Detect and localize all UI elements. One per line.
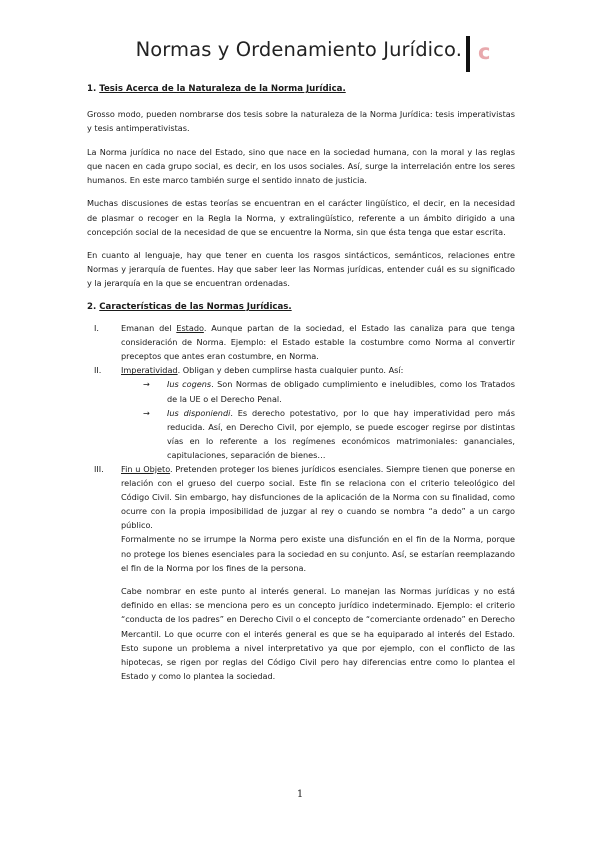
characteristics-list [87,321,515,683]
sub-list-term: Ius cogens [167,379,212,390]
list-item-paragraph: Formalmente no se irrumpe la Norma pero existe una disfunción en el fin de la Norma, porque no protege los bienes esenciales para la sociedad en su conjunto. Así, se estarían reemplazando el fin de la Norma por los fines de la persona. [121,534,515,573]
list-item-lead: Emanan del [121,323,172,334]
list-item-paragraph: Cabe nombrar en este punto al interés general. Lo manejan las Normas jurídicas y no está definido en ellas: se menciona pero es un concepto jurídico indeterminado. Ejemplo: el criterio “conducta de los padres” en Derecho Civil o el concepto de “comerciante ordenado” en Derecho Mercantil. Lo que ocurre con el interés general es que se ha equiparado al interés del Estado. Esto supone un problema a nivel interpretativo ya que por ejemplo, con el conflicto de las hipotecas, se rigen por reglas del Código Civil pero hay diferencias entre como lo plantea el Estado y como lo plantea la sociedad. [121,586,515,681]
header-logo-mark: c [478,40,491,64]
sub-list-text: . Son Normas de obligado cumplimiento e ineludibles, como los Tratados de la UE o el Derecho Penal. [167,379,515,404]
sub-list-term: Ius disponiendi [167,407,231,418]
list-item-text: . Obligan y deben cumplirse hasta cualquier punto. Así: [177,365,404,376]
document-body [87,82,515,692]
section-1-heading [87,82,515,96]
sub-list-text: . Es derecho potestativo, por lo que hay imperatividad pero más reducida. Así, en Derecho Civil, por ejemplo, se puede escoger regirse por distintas vías en lo referente a los regímenes económicos matrimoniales: gananciales, capitulaciones, separación de bienes… [167,407,515,460]
list-item-term: Fin u Objeto [121,463,171,474]
section-1-number: 1. [87,84,97,94]
page-header [0,36,600,76]
section-2-heading [87,300,515,314]
list-item-term: Estado [176,323,204,334]
sub-list-item [121,406,515,462]
arrow-icon: → [143,407,150,418]
section-1-title: Tesis Acerca de la Naturaleza de la Norma Jurídica. [99,84,346,94]
section-2-title: Características de las Normas Jurídicas. [99,302,292,313]
document-title: Normas y Ordenamiento Jurídico. [135,38,462,61]
list-item-number: III. [94,463,104,474]
paragraph: La Norma jurídica no nace del Estado, sino que nace en la sociedad humana, con la moral y las reglas que nacen en cada grupo social, es decir, en los usos sociales. Así, surge la interrelación entre los seres humanos. En este marco también surge el sentido innato de justicia. [87,146,515,185]
list-item-text: . Pretenden proteger los bienes jurídicos esenciales. Siempre tienen que ponerse en relación con el grueso del cuerpo social. Este fin se relaciona con el criterio teleológico del Código Civil. Sin embargo, hay disfunciones de la aplicación de la Norma con su finalidad, como ocurre con la propia imposibilidad de juzgar al rey o cuando se nombra “a dedo” a un cargo público. [121,463,515,531]
list-item-text: . Aunque partan de la sociedad, el Estado las canaliza para que tenga consideración de Norma. Ejemplo: el Estado estable la costumbre como Norma al convertir preceptos que antes eran costumbre, en Norma. [121,323,515,362]
arrow-icon: → [143,379,150,390]
paragraph: Muchas discusiones de estas teorías se encuentran en el carácter lingüístico, el decir, en la necesidad de plasmar o recoger en la Regla la Norma, y extralingüístico, referente a un ámbito dirigido a una concepción social de la necesidad de que se encuentre la Norma, sin que ésta tenga que estar escrita. [87,198,515,237]
paragraph: En cuanto al lenguaje, hay que tener en cuenta los rasgos sintácticos, semánticos, relaciones entre Normas y jerarquía de fuentes. Hay que saber leer las Normas jurídicas, entender cuál es su significado y la jerarquía en la que se encuentran ordenadas. [87,250,515,289]
list-item [87,363,515,462]
sub-list [121,377,515,462]
page-number: 1 [296,789,304,800]
list-item [87,462,515,683]
list-item [87,321,515,363]
section-2-number: 2. [87,302,97,313]
header-divider [466,36,470,72]
list-item-number: I. [94,323,99,334]
paragraph: Grosso modo, pueden nombrarse dos tesis sobre la naturaleza de la Norma Jurídica: tesis imperativistas y tesis antimperativistas. [87,109,515,134]
list-item-number: II. [94,365,102,376]
sub-list-item [121,377,515,405]
list-item-term: Imperatividad [121,365,178,376]
